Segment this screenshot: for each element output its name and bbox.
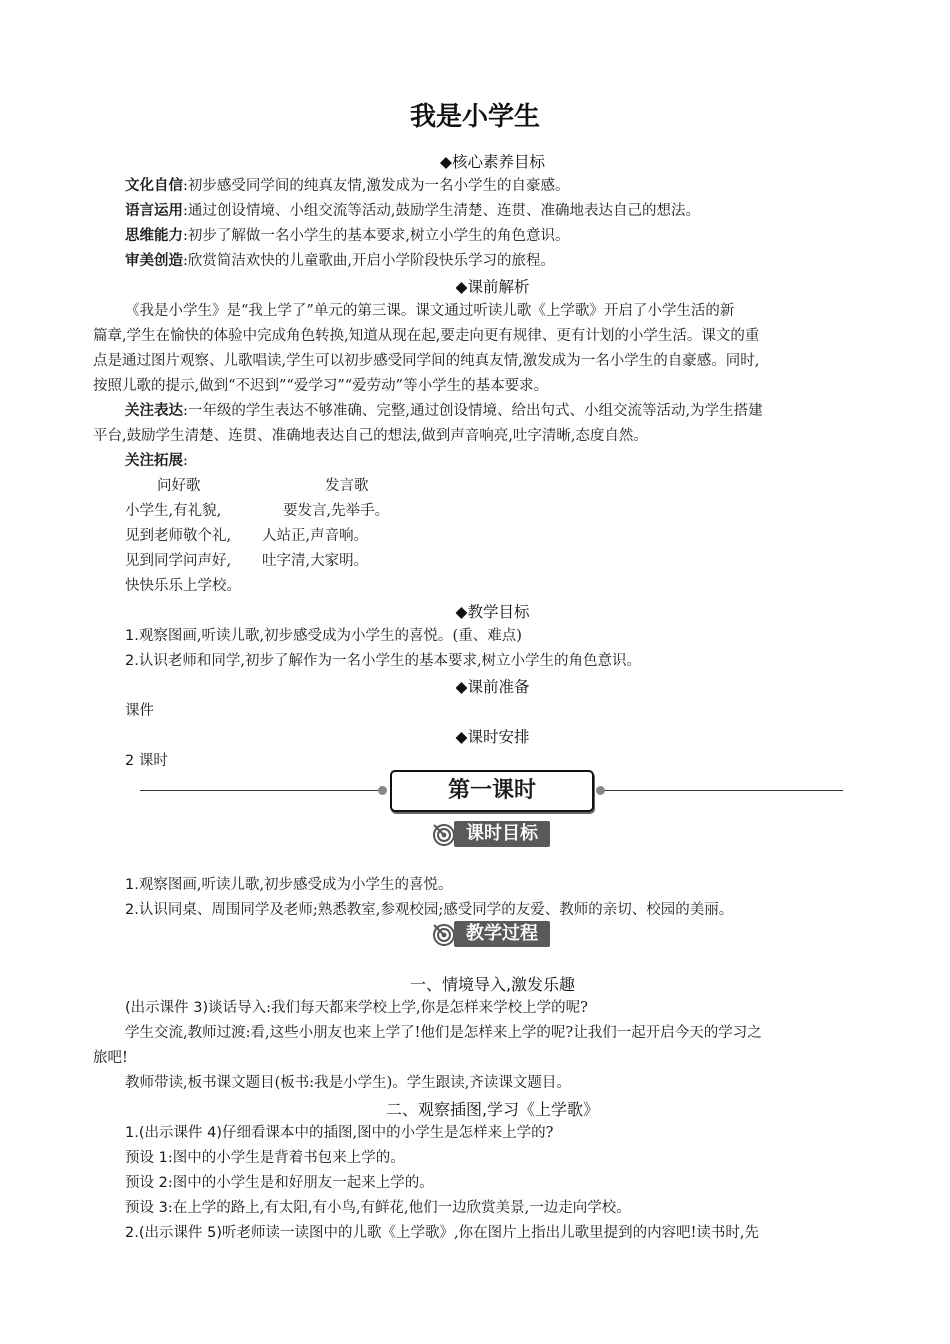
analysis-line: 《我是小学生》是“我上学了”单元的第三课。课文通过听读儿歌《上学歌》开启了小学生活的新	[125, 303, 735, 319]
preset-label: 预设 1	[125, 1150, 168, 1166]
poem-line: 见到同学问声好,	[125, 553, 232, 569]
item-text: 观察图画,听读儿歌,初步感受成为小学生的喜悦。(重、难点)	[138, 628, 522, 644]
section-heading-analysis: ◆课前解析	[455, 278, 530, 296]
process-heading: 二、观察插图,学习《上学歌》	[385, 1100, 600, 1119]
lesson-title: 第一课时	[390, 770, 594, 812]
process-text: 听老师读一读图中的儿歌《上学歌》,你在图片上指出儿歌里提到的内容吧!读书时,先	[221, 1225, 760, 1241]
poem-line: 要发言,先举手。	[283, 503, 390, 519]
focus-expression-line	[125, 399, 763, 424]
core-goal-line	[125, 199, 700, 224]
focus-expression-text: :一年级的学生表达不够准确、完整,通过创设情境、给出句式、小组交流等活动,为学生搭建	[183, 403, 763, 419]
core-goal-text: :通过创设情境、小组交流等活动,鼓励学生清楚、连贯、准确地表达自己的想法。	[183, 203, 700, 219]
preset-answer-line	[125, 1196, 631, 1221]
lesson-goal-line	[125, 873, 453, 898]
target-icon	[432, 922, 456, 946]
teaching-goal-line	[125, 649, 641, 674]
analysis-line: 按照儿歌的提示,做到“不迟到”“爱学习”“爱劳动”等小学生的基本要求。	[93, 378, 549, 394]
analysis-line: 点是通过图片观察、儿歌唱读,学生可以初步感受同学间的纯真友情,激发成为一名小学生的自豪感。同时,	[93, 353, 760, 369]
core-goal-text: :欣赏简洁欢快的儿童歌曲,开启小学阶段快乐学习的旅程。	[183, 253, 555, 269]
poem-line: 见到老师敬个礼,	[125, 528, 232, 544]
core-goal-label: 思维能力	[125, 228, 183, 244]
extension-line	[125, 449, 188, 474]
core-goal-label: 语言运用	[125, 203, 183, 219]
core-goal-line	[125, 249, 555, 274]
process-text: 仔细看课本中的插图,图中的小学生是怎样来上学的?	[221, 1125, 554, 1141]
page-title: 我是小学生	[409, 102, 540, 132]
lesson-goals-badge	[432, 821, 552, 847]
preset-label: 预设 2	[125, 1175, 168, 1191]
process-heading: 一、情境导入,激发乐趣	[409, 975, 576, 994]
preset-text: :图中的小学生是背着书包来上学的。	[167, 1150, 405, 1166]
item-text: 认识同桌、周围同学及老师;熟悉教室,参观校园;感受同学的友爱、教师的亲切、校园的美丽。	[138, 902, 734, 918]
poem-line: 吐字清,大家明。	[262, 553, 369, 569]
preset-answer-line	[125, 1146, 405, 1171]
courseware-ref: 2.(出示课件 5)	[125, 1225, 222, 1241]
process-line: 教师带读,板书课文题目(板书:我是小学生)。学生跟读,齐读课文题目。	[125, 1075, 571, 1091]
item-number: 2.	[125, 902, 139, 918]
badge-label: 教学过程	[454, 921, 550, 947]
extension-label: 关注拓展	[125, 453, 183, 469]
core-goal-text: :初步感受同学间的纯真友情,激发成为一名小学生的自豪感。	[183, 178, 570, 194]
poem-line: 快快乐乐上学校。	[125, 578, 241, 594]
target-icon	[432, 822, 456, 846]
teaching-goal-line	[125, 624, 522, 649]
process-line: 学生交流,教师过渡:看,这些小朋友也来上学了!他们是怎样来上学的呢?让我们一起开启今天的学习之	[125, 1025, 762, 1041]
lesson-goal-line	[125, 898, 733, 923]
teaching-process-badge	[432, 921, 552, 947]
item-text: 认识老师和同学,初步了解作为一名小学生的基本要求,树立小学生的角色意识。	[138, 653, 642, 669]
section-heading-preparation: ◆课前准备	[455, 678, 530, 696]
poem-title: 问好歌	[157, 478, 201, 494]
item-number: 1.	[125, 877, 139, 893]
section-heading-core-goals: ◆核心素养目标	[440, 153, 545, 171]
divider-line-left	[140, 790, 378, 791]
preset-text: :在上学的路上,有太阳,有小鸟,有鲜花,他们一边欣赏美景,一边走向学校。	[167, 1200, 631, 1216]
item-text: 观察图画,听读儿歌,初步感受成为小学生的喜悦。	[138, 877, 453, 893]
item-number: 2.	[125, 653, 139, 669]
core-goal-label: 审美创造	[125, 253, 183, 269]
section-heading-schedule: ◆课时安排	[455, 728, 530, 746]
courseware-ref: (出示课件 3)	[125, 1000, 209, 1016]
core-goal-line	[125, 174, 570, 199]
section-heading-teaching-goals: ◆教学目标	[455, 603, 530, 621]
poem-title: 发言歌	[325, 478, 369, 494]
divider-line-right	[605, 790, 843, 791]
lesson-divider	[140, 770, 845, 812]
extension-colon: :	[183, 453, 188, 469]
process-line: 旅吧!	[93, 1050, 128, 1066]
poem-line: 人站正,声音响。	[262, 528, 369, 544]
poem-line: 小学生,有礼貌,	[125, 503, 222, 519]
divider-dot-left	[378, 786, 387, 795]
core-goal-line	[125, 224, 570, 249]
schedule-number: 2	[125, 753, 135, 769]
process-text: 谈话导入:我们每天都来学校上学,你是怎样来学校上学的呢?	[208, 1000, 588, 1016]
focus-expression-line: 平台,鼓励学生清楚、连贯、准确地表达自己的想法,做到声音响亮,吐字清晰,态度自然。	[93, 428, 648, 444]
divider-dot-right	[596, 786, 605, 795]
process-line	[125, 996, 588, 1021]
core-goal-label: 文化自信	[125, 178, 183, 194]
item-number: 1.	[125, 628, 139, 644]
schedule-unit: 课时	[134, 753, 168, 769]
preset-text: :图中的小学生是和好朋友一起来上学的。	[167, 1175, 434, 1191]
core-goal-text: :初步了解做一名小学生的基本要求,树立小学生的角色意识。	[183, 228, 570, 244]
preparation-text: 课件	[125, 703, 154, 719]
analysis-line: 篇章,学生在愉快的体验中完成角色转换,知道从现在起,要走向更有规律、更有计划的小学生活。课文的重	[93, 328, 760, 344]
courseware-ref: 1.(出示课件 4)	[125, 1125, 222, 1141]
preset-answer-line	[125, 1171, 434, 1196]
focus-expression-label: 关注表达	[125, 403, 183, 419]
process-line	[125, 1221, 759, 1246]
preset-label: 预设 3	[125, 1200, 168, 1216]
process-line	[125, 1121, 553, 1146]
badge-label: 课时目标	[454, 821, 550, 847]
